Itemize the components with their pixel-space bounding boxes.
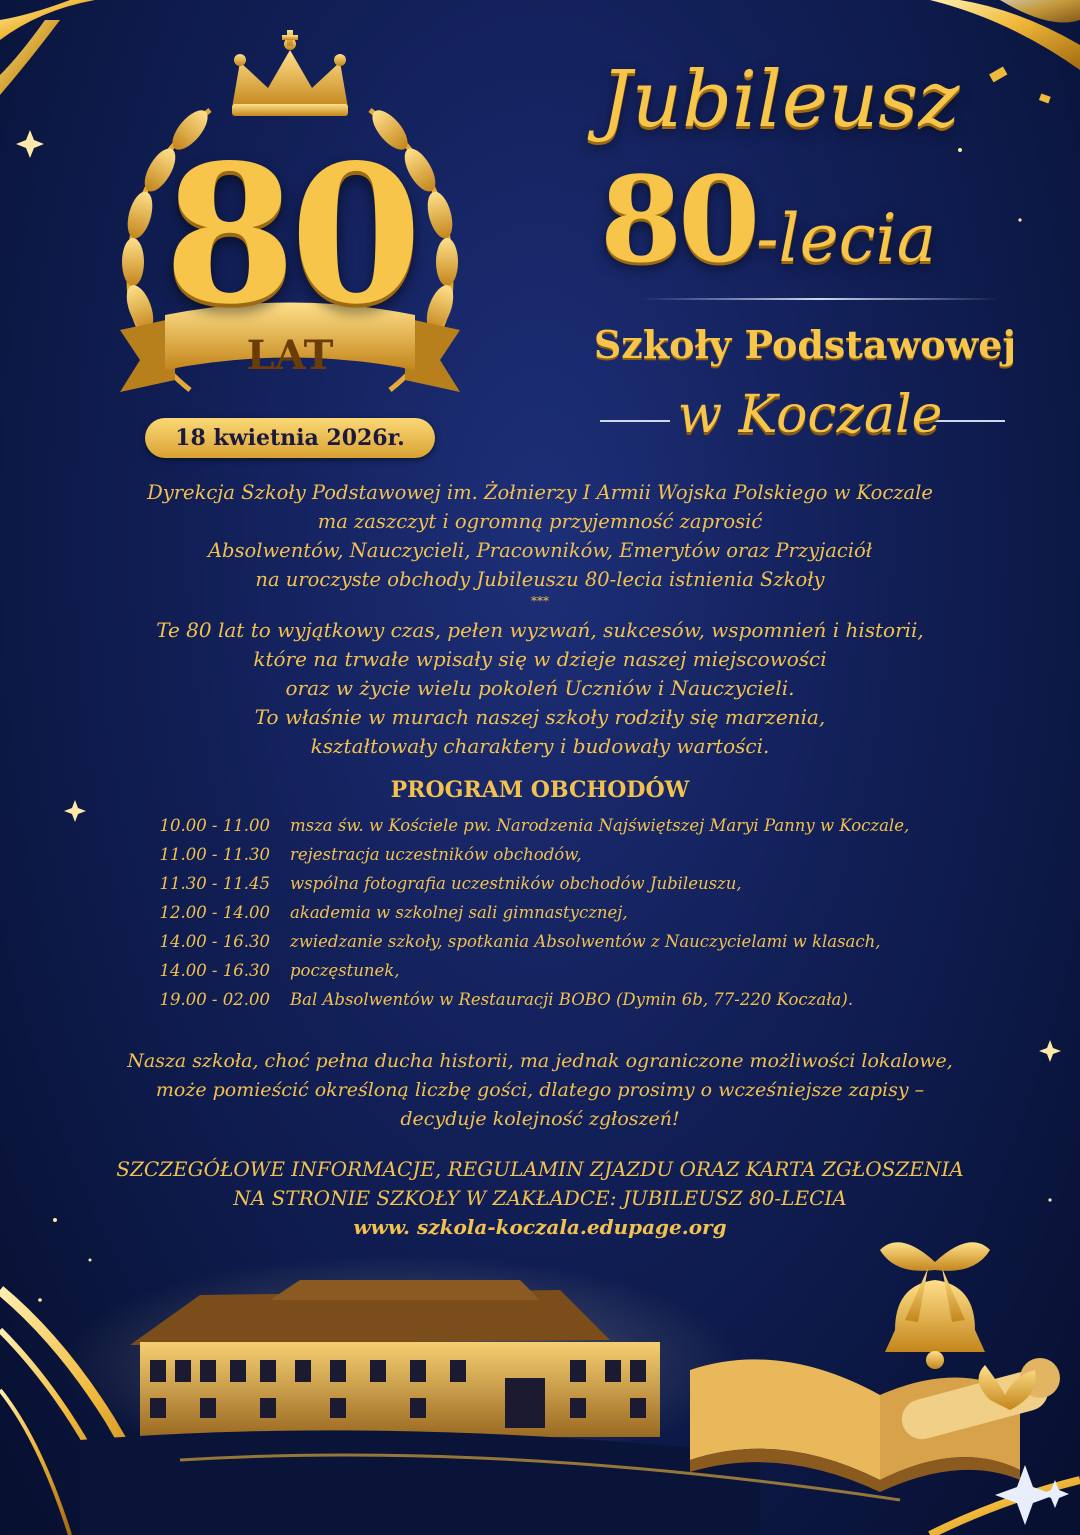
note-line: decyduje kolejność zgłoszeń! [400, 1108, 680, 1130]
info-line: NA STRONIE SZKOŁY W ZAKŁADCE: JUBILEUSZ 80-LECIA [233, 1186, 847, 1210]
intro-line: ma zaszczyt i ogromną przyjemność zaprosić [317, 510, 763, 533]
info-line: SZCZEGÓŁOWE INFORMACJE, REGULAMIN ZJAZDU ORAZ KARTA ZGŁOSZENIA [116, 1157, 964, 1181]
schedule-row [100, 874, 1000, 903]
schedule-row [100, 932, 1000, 961]
event-date-badge: 18 kwietnia 2026r. [145, 418, 435, 458]
title-divider [640, 298, 1000, 300]
note-line: może pomieścić określoną liczbę gości, dlatego prosimy o wcześniejsze zapisy – [155, 1079, 925, 1101]
schedule-time: 19.00 - 02.00 [159, 990, 270, 1009]
emblem-number: 80 [163, 123, 417, 346]
title-school-name: Szkoły Podstawowej [593, 322, 1017, 367]
schedule-description: poczęstunek, [290, 961, 400, 980]
schedule-time: 12.00 - 14.00 [159, 903, 270, 922]
invitation-intro [60, 478, 1020, 594]
school-website-link[interactable]: www. szkola-koczala.edupage.org [353, 1215, 727, 1239]
intro-line: Dyrekcja Szkoły Podstawowej im. Żołnierzy I Armii Wojska Polskiego w Koczale [147, 481, 933, 504]
title-number: 80 [600, 150, 757, 289]
80-years-emblem [100, 30, 480, 410]
title-location: w Koczale [677, 385, 943, 445]
schedule-row [100, 961, 1000, 990]
schedule-time: 11.30 - 11.45 [159, 874, 270, 893]
schedule-time: 14.00 - 16.30 [159, 961, 270, 980]
schedule-description: akademia w szkolnej sali gimnastycznej, [290, 903, 628, 922]
intro-line: Absolwentów, Nauczycieli, Pracowników, Emerytów oraz Przyjaciół [207, 539, 873, 562]
schedule-description: rejestracja uczestników obchodów, [290, 845, 582, 864]
details-info [0, 1155, 1080, 1242]
ribbon-top-left [0, 0, 95, 95]
story-line: kształtowały charaktery i budowały wartości. [310, 734, 770, 758]
schedule-description: msza św. w Kościele pw. Narodzenia Najświętszej Maryi Panny w Koczale, [290, 816, 910, 835]
schedule-time: 14.00 - 16.30 [159, 932, 270, 951]
schedule-time: 10.00 - 11.00 [159, 816, 270, 835]
schedule-description: zwiedzanie szkoły, spotkania Absolwentów z Nauczycielami w klasach, [290, 932, 881, 951]
schedule-row [100, 845, 1000, 874]
story-line: które na trwałe wpisały się w dzieje naszej miejscowości [253, 647, 827, 671]
separator-stars: *** [531, 594, 549, 608]
intro-line: na uroczyste obchody Jubileuszu 80-lecia istnienia Szkoły [255, 568, 825, 591]
schedule-time: 11.00 - 11.30 [159, 845, 270, 864]
schedule-row [100, 990, 1000, 1019]
story-line: oraz w życie wielu pokoleń Uczniów i Nauczycieli. [285, 676, 795, 700]
program-heading: PROGRAM OBCHODÓW [390, 777, 690, 803]
capacity-note [60, 1047, 1020, 1134]
history-paragraph [60, 616, 1020, 761]
title-80-lecia [600, 150, 1040, 294]
schedule-row [100, 816, 1000, 845]
emblem-label: LAT [246, 332, 334, 379]
title-suffix: -lecia [756, 200, 937, 277]
note-line: Nasza szkoła, choć pełna ducha historii, ma jednak ograniczone możliwości lokalowe, [127, 1050, 953, 1072]
story-line: To właśnie w murach naszej szkoły rodziły się marzenia, [254, 705, 826, 729]
schedule-description: wspólna fotografia uczestników obchodów Jubileuszu, [290, 874, 742, 893]
title-jubileusz: Jubileusz [600, 55, 960, 145]
story-line: Te 80 lat to wyjątkowy czas, pełen wyzwań, sukcesów, wspomnień i historii, [156, 618, 924, 642]
schedule-row [100, 903, 1000, 932]
schedule-description: Bal Absolwentów w Restauracji BOBO (Dymin 6b, 77-220 Koczała). [290, 990, 854, 1009]
program-schedule [100, 816, 1000, 1019]
